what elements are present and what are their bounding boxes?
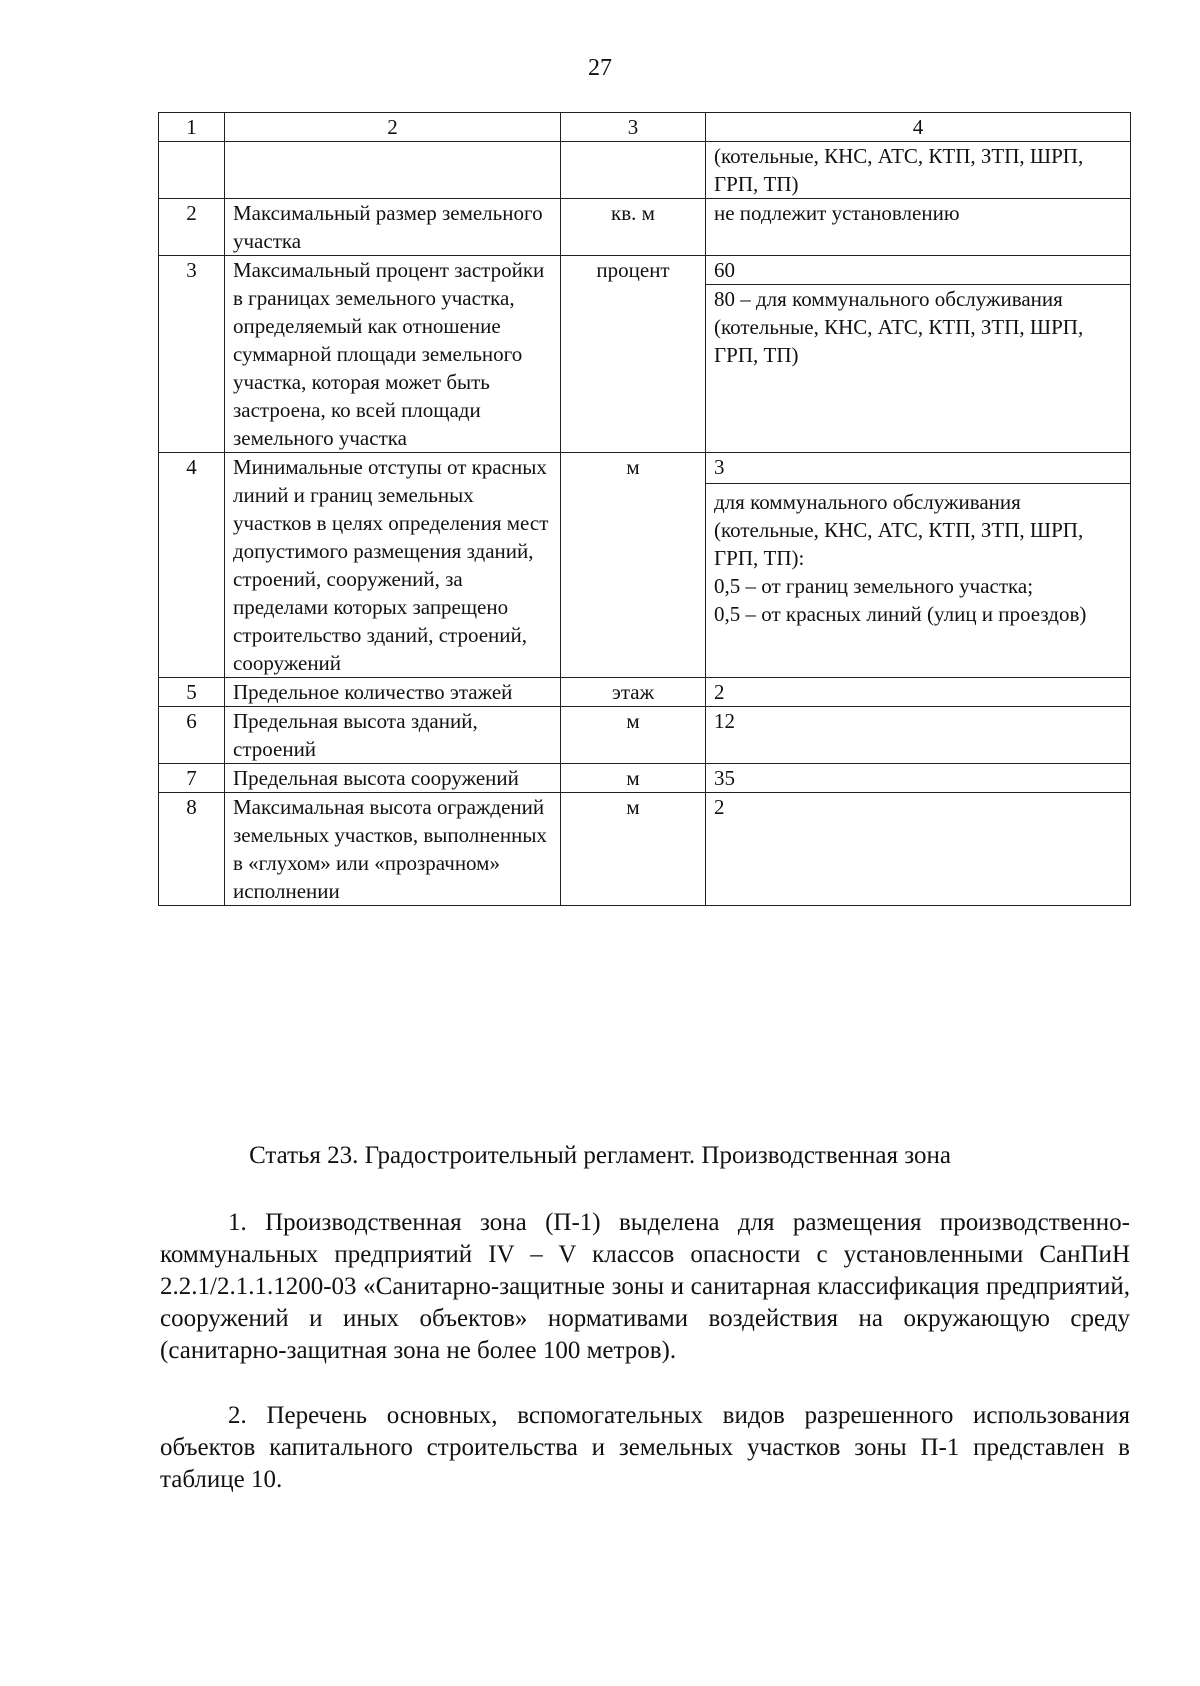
parameters-table bbox=[158, 112, 1131, 906]
row-number: 8 bbox=[159, 793, 225, 906]
parameter-unit: м bbox=[561, 764, 706, 793]
page-number: 27 bbox=[588, 55, 612, 81]
table-header-row bbox=[159, 113, 1131, 142]
parameter-name: Максимальный размер земельного участка bbox=[225, 199, 561, 256]
table-row bbox=[159, 256, 1131, 453]
row-number: 6 bbox=[159, 707, 225, 764]
parameter-name: Предельная высота сооружений bbox=[225, 764, 561, 793]
parameter-unit: м bbox=[561, 707, 706, 764]
row-number: 5 bbox=[159, 678, 225, 707]
parameter-unit: м bbox=[561, 793, 706, 906]
parameter-name: Максимальная высота ограждений земельных участков, выполненных в «глухом» или «прозрачном» исполнении bbox=[225, 793, 561, 906]
parameter-unit: м bbox=[561, 453, 706, 678]
parameter-value-extra: 80 – для коммунального обслуживания (котельные, КНС, АТС, КТП, ЗТП, ШРП, ГРП, ТП) bbox=[714, 287, 1084, 367]
parameter-unit: процент bbox=[561, 256, 706, 453]
parameter-value: 2 bbox=[706, 678, 1131, 707]
row-number: 3 bbox=[159, 256, 225, 453]
parameter-value: 35 bbox=[706, 764, 1131, 793]
article-paragraph: 2. Перечень основных, вспомогательных видов разрешенного использования объектов капитального строительства и земельных участков зоны П-1 представлен в таблице 10. bbox=[160, 1402, 1130, 1493]
header-cell: 3 bbox=[561, 113, 706, 142]
parameter-unit: этаж bbox=[561, 678, 706, 707]
article-title: Статья 23. Градостроительный регламент. Производственная зона bbox=[249, 1142, 951, 1169]
parameter-name: Предельная высота зданий, строений bbox=[225, 707, 561, 764]
parameter-value-cell bbox=[706, 256, 1131, 453]
parameter-value: 12 bbox=[706, 707, 1131, 764]
table-row bbox=[159, 764, 1131, 793]
row-number bbox=[159, 142, 225, 199]
article-paragraph: 1. Производственная зона (П-1) выделена для размещения производственно-коммунальных предприятий IV – V классов опасности с установленными СанПиН 2.2.1/2.1.1.1200-03 «Санитарно-защитные зоны и санитарная классификация предприятий, сооружений и иных объектов» нормативами воздействия на окружающую среду (санитарно-защитная зона не более 100 метров). bbox=[160, 1209, 1130, 1364]
parameter-value: 3 bbox=[706, 453, 1130, 484]
parameter-value-cell bbox=[706, 453, 1131, 678]
parameter-value: 2 bbox=[706, 793, 1131, 906]
table-row bbox=[159, 678, 1131, 707]
header-cell: 1 bbox=[159, 113, 225, 142]
parameter-value: 60 bbox=[706, 256, 1130, 285]
value-extra-line: для коммунального обслуживания (котельные, КНС, АТС, КТП, ЗТП, ШРП, ГРП, ТП): bbox=[714, 490, 1084, 570]
parameter-name: Максимальный процент застройки в границах земельного участка, определяемый как отношение суммарной площади земельного участка, которая может быть застроена, ко всей площади земельного участка bbox=[225, 256, 561, 453]
table-row bbox=[159, 142, 1131, 199]
parameter-name: Предельное количество этажей bbox=[225, 678, 561, 707]
parameter-unit bbox=[561, 142, 706, 199]
table-row bbox=[159, 707, 1131, 764]
row-number: 4 bbox=[159, 453, 225, 678]
row-number: 7 bbox=[159, 764, 225, 793]
parameter-name bbox=[225, 142, 561, 199]
parameter-name: Минимальные отступы от красных линий и границ земельных участков в целях определения мест допустимого размещения зданий, строений, сооружений, за пределами которых запрещено строительство зданий, строений, сооружений bbox=[225, 453, 561, 678]
value-extra-line: 0,5 – от границ земельного участка; bbox=[714, 574, 1034, 598]
value-extra-line: 0,5 – от красных линий (улиц и проездов) bbox=[714, 602, 1087, 626]
table-row bbox=[159, 199, 1131, 256]
table-row bbox=[159, 793, 1131, 906]
parameter-value: (котельные, КНС, АТС, КТП, ЗТП, ШРП, ГРП, ТП) bbox=[706, 142, 1131, 199]
header-cell: 4 bbox=[706, 113, 1131, 142]
parameter-unit: кв. м bbox=[561, 199, 706, 256]
table-row bbox=[159, 453, 1131, 678]
parameter-value: не подлежит установлению bbox=[706, 199, 1131, 256]
parameter-value-extra bbox=[706, 484, 1130, 628]
header-cell: 2 bbox=[225, 113, 561, 142]
row-number: 2 bbox=[159, 199, 225, 256]
